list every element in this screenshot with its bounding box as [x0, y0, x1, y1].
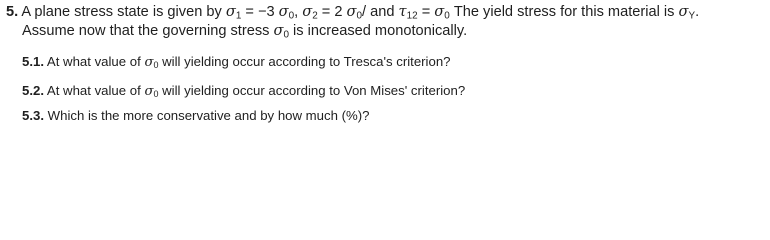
sigma-0-subscript: 0 — [153, 89, 159, 100]
problem-statement-line-1 — [6, 2, 699, 22]
subquestion-text-end: will yielding occur according to Tresca's criterion? — [158, 54, 451, 69]
sigma-0-symbol: σ — [144, 84, 154, 99]
period-text: . — [695, 4, 700, 20]
sigma-y-subscript: Y — [688, 10, 696, 22]
subquestion-text: Which is the more conservative and by how much (%)? — [44, 108, 370, 123]
sigma-2-symbol: σ — [302, 3, 313, 20]
sigma-0-symbol: σ — [273, 22, 284, 39]
subquestion-number: 5.2. — [22, 83, 44, 98]
problem-number: 5. — [6, 4, 19, 20]
sigma-0-symbol: σ — [434, 3, 445, 20]
sigma-0-subscript: 0 — [356, 10, 363, 22]
sigma-0-subscript: 0 — [153, 60, 159, 71]
subquestion-5-1 — [22, 52, 450, 73]
yield-stress-text: The yield stress for this material is — [449, 4, 679, 20]
tau-12-symbol: τ — [398, 3, 407, 20]
separator-text: , — [294, 4, 303, 20]
problem-statement-line-2 — [22, 21, 467, 41]
sigma-1-symbol: σ — [225, 3, 236, 20]
assumption-text-end: is increased monotonically. — [288, 23, 468, 39]
sigma-0-subscript: 0 — [444, 10, 450, 22]
subquestion-number: 5.1. — [22, 54, 44, 69]
assumption-text: Assume now that the governing stress — [22, 23, 274, 39]
subquestion-text: At what value of — [44, 83, 145, 98]
subquestion-text-end: will yielding occur according to Von Mises' criterion? — [158, 83, 466, 98]
subquestion-5-2 — [22, 81, 465, 102]
sigma-0-subscript: 0 — [288, 10, 295, 22]
intro-text: A plane stress state is given by — [21, 4, 226, 20]
equals-text: = 2 — [317, 4, 347, 20]
equals-text: = — [417, 4, 435, 20]
sigma-0-symbol: σ — [278, 3, 289, 20]
separator-text: / and — [362, 4, 399, 20]
subquestion-text: At what value of — [44, 54, 145, 69]
sigma-y-symbol: σ — [678, 3, 689, 20]
equals-text: = −3 — [241, 4, 279, 20]
subquestion-number: 5.3. — [22, 108, 44, 123]
sigma-0-symbol: σ — [346, 3, 357, 20]
subquestion-5-3 — [22, 106, 369, 126]
tau-12-subscript: 12 — [406, 10, 418, 22]
sigma-0-subscript: 0 — [283, 29, 289, 41]
sigma-2-subscript: 2 — [312, 10, 318, 22]
sigma-0-symbol: σ — [144, 55, 154, 70]
sigma-1-subscript: 1 — [235, 10, 242, 22]
